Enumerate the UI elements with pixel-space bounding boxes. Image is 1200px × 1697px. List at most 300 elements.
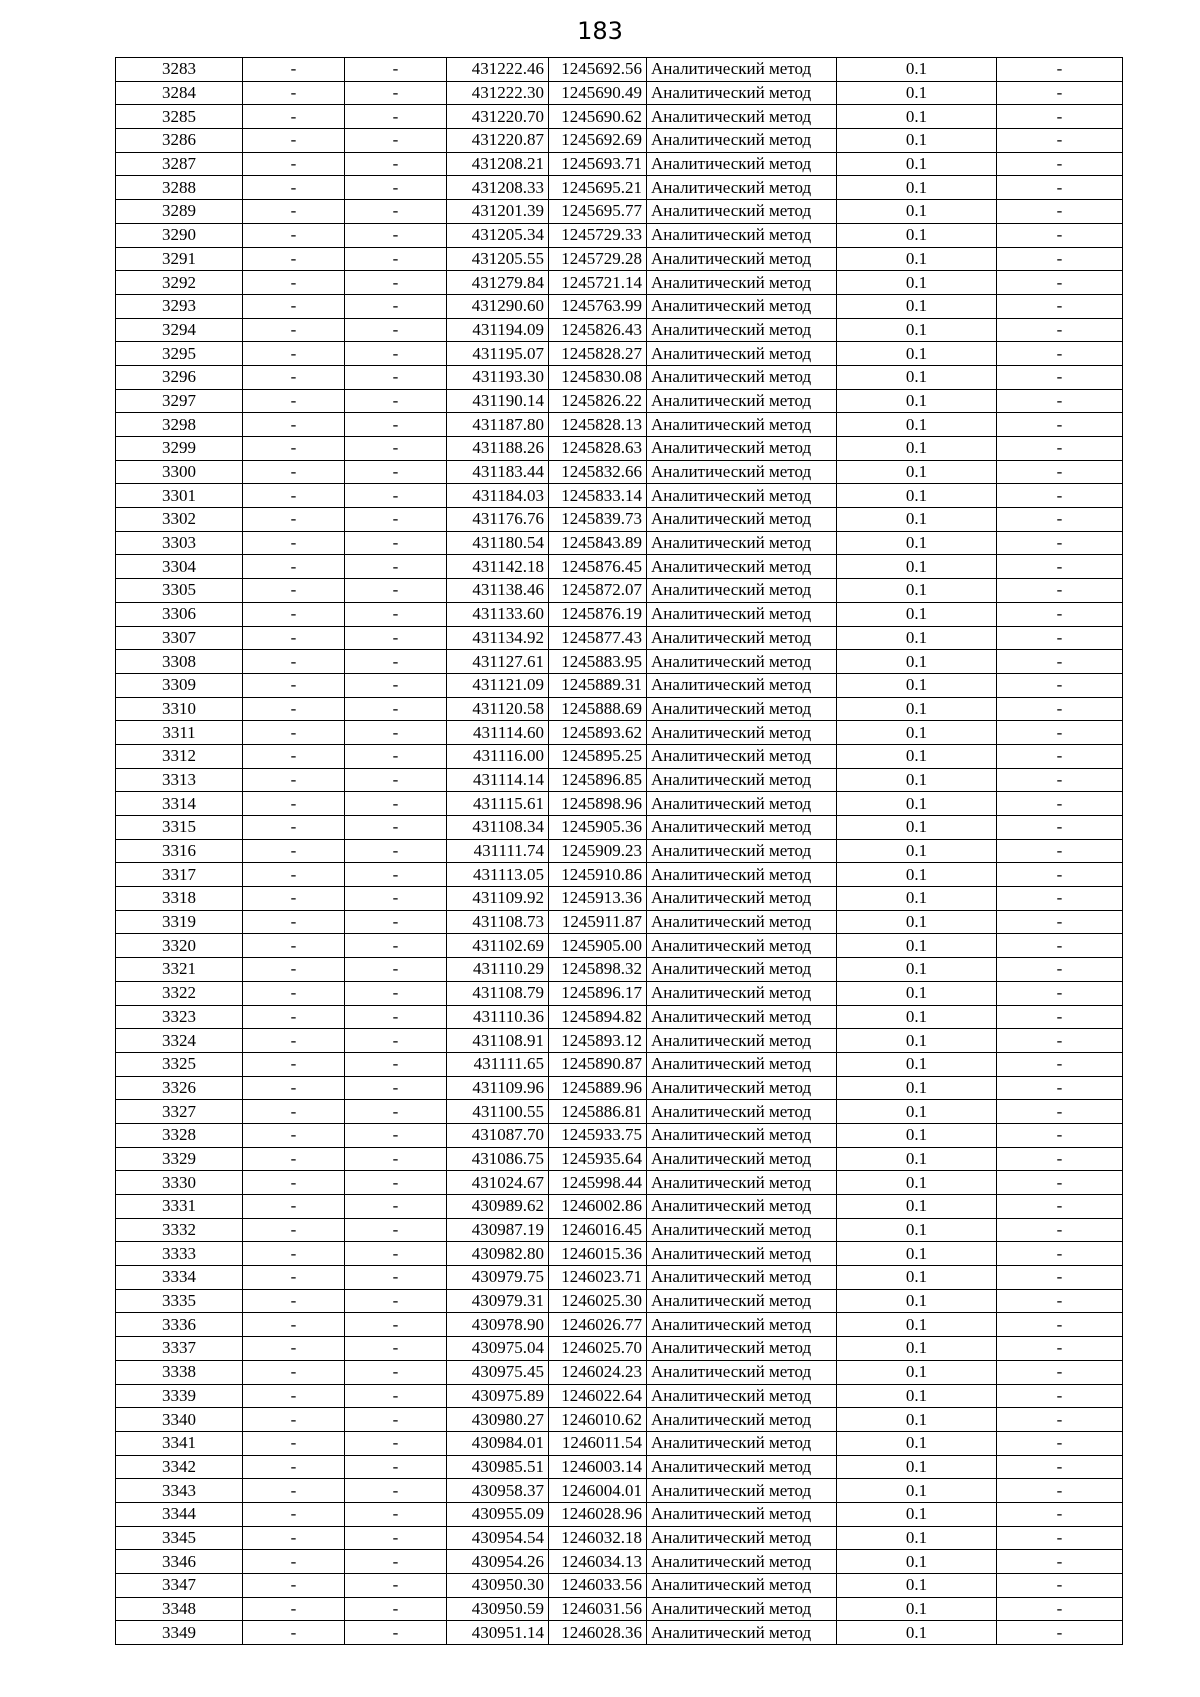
x-coordinate-cell: 431194.09 [447, 318, 549, 342]
note-cell: - [997, 1360, 1123, 1384]
empty-value-cell: - [345, 1218, 447, 1242]
method-cell: Аналитический метод [647, 1218, 837, 1242]
point-number-cell: 3318 [116, 887, 243, 911]
method-cell: Аналитический метод [647, 981, 837, 1005]
empty-value-cell: - [345, 1195, 447, 1219]
accuracy-cell: 0.1 [837, 650, 997, 674]
accuracy-cell: 0.1 [837, 1005, 997, 1029]
note-cell: - [997, 934, 1123, 958]
x-coordinate-cell: 430980.27 [447, 1408, 549, 1432]
note-cell: - [997, 176, 1123, 200]
accuracy-cell: 0.1 [837, 271, 997, 295]
empty-value-cell: - [243, 839, 345, 863]
table-row [116, 1431, 1123, 1455]
point-number-cell: 3315 [116, 816, 243, 840]
empty-value-cell: - [345, 1384, 447, 1408]
point-number-cell: 3313 [116, 768, 243, 792]
empty-value-cell: - [243, 602, 345, 626]
accuracy-cell: 0.1 [837, 1123, 997, 1147]
accuracy-cell: 0.1 [837, 1195, 997, 1219]
empty-value-cell: - [243, 650, 345, 674]
x-coordinate-cell: 431120.58 [447, 697, 549, 721]
empty-value-cell: - [345, 1123, 447, 1147]
y-coordinate-cell: 1245913.36 [549, 887, 647, 911]
accuracy-cell: 0.1 [837, 318, 997, 342]
accuracy-cell: 0.1 [837, 58, 997, 82]
accuracy-cell: 0.1 [837, 1455, 997, 1479]
point-number-cell: 3348 [116, 1597, 243, 1621]
accuracy-cell: 0.1 [837, 1621, 997, 1645]
method-cell: Аналитический метод [647, 342, 837, 366]
y-coordinate-cell: 1245910.86 [549, 863, 647, 887]
y-coordinate-cell: 1245872.07 [549, 579, 647, 603]
method-cell: Аналитический метод [647, 1195, 837, 1219]
empty-value-cell: - [243, 365, 345, 389]
method-cell: Аналитический метод [647, 247, 837, 271]
empty-value-cell: - [345, 1455, 447, 1479]
y-coordinate-cell: 1246026.77 [549, 1313, 647, 1337]
empty-value-cell: - [345, 342, 447, 366]
x-coordinate-cell: 431190.14 [447, 389, 549, 413]
x-coordinate-cell: 431111.74 [447, 839, 549, 863]
point-number-cell: 3322 [116, 981, 243, 1005]
note-cell: - [997, 697, 1123, 721]
empty-value-cell: - [243, 247, 345, 271]
x-coordinate-cell: 431195.07 [447, 342, 549, 366]
note-cell: - [997, 1289, 1123, 1313]
table-row [116, 1408, 1123, 1432]
note-cell: - [997, 1218, 1123, 1242]
x-coordinate-cell: 431114.60 [447, 721, 549, 745]
method-cell: Аналитический метод [647, 81, 837, 105]
point-number-cell: 3295 [116, 342, 243, 366]
method-cell: Аналитический метод [647, 816, 837, 840]
empty-value-cell: - [243, 863, 345, 887]
y-coordinate-cell: 1245763.99 [549, 294, 647, 318]
point-number-cell: 3296 [116, 365, 243, 389]
y-coordinate-cell: 1246003.14 [549, 1455, 647, 1479]
point-number-cell: 3327 [116, 1100, 243, 1124]
note-cell: - [997, 1479, 1123, 1503]
note-cell: - [997, 342, 1123, 366]
empty-value-cell: - [243, 1337, 345, 1361]
accuracy-cell: 0.1 [837, 1218, 997, 1242]
accuracy-cell: 0.1 [837, 294, 997, 318]
x-coordinate-cell: 431176.76 [447, 508, 549, 532]
note-cell: - [997, 626, 1123, 650]
empty-value-cell: - [243, 1147, 345, 1171]
point-number-cell: 3311 [116, 721, 243, 745]
empty-value-cell: - [345, 910, 447, 934]
accuracy-cell: 0.1 [837, 152, 997, 176]
table-row [116, 792, 1123, 816]
x-coordinate-cell: 431114.14 [447, 768, 549, 792]
x-coordinate-cell: 431134.92 [447, 626, 549, 650]
empty-value-cell: - [345, 650, 447, 674]
empty-value-cell: - [345, 1597, 447, 1621]
method-cell: Аналитический метод [647, 650, 837, 674]
table-row [116, 1100, 1123, 1124]
point-number-cell: 3307 [116, 626, 243, 650]
table-row [116, 58, 1123, 82]
note-cell: - [997, 200, 1123, 224]
y-coordinate-cell: 1246025.70 [549, 1337, 647, 1361]
method-cell: Аналитический метод [647, 792, 837, 816]
point-number-cell: 3316 [116, 839, 243, 863]
accuracy-cell: 0.1 [837, 1479, 997, 1503]
accuracy-cell: 0.1 [837, 1266, 997, 1290]
empty-value-cell: - [243, 579, 345, 603]
table-row [116, 1218, 1123, 1242]
empty-value-cell: - [243, 1384, 345, 1408]
empty-value-cell: - [345, 673, 447, 697]
table-row [116, 1289, 1123, 1313]
accuracy-cell: 0.1 [837, 176, 997, 200]
empty-value-cell: - [243, 1313, 345, 1337]
empty-value-cell: - [243, 105, 345, 129]
accuracy-cell: 0.1 [837, 1076, 997, 1100]
accuracy-cell: 0.1 [837, 910, 997, 934]
table-row [116, 318, 1123, 342]
method-cell: Аналитический метод [647, 437, 837, 461]
point-number-cell: 3325 [116, 1052, 243, 1076]
x-coordinate-cell: 430955.09 [447, 1502, 549, 1526]
x-coordinate-cell: 430954.26 [447, 1550, 549, 1574]
point-number-cell: 3329 [116, 1147, 243, 1171]
note-cell: - [997, 484, 1123, 508]
empty-value-cell: - [345, 697, 447, 721]
method-cell: Аналитический метод [647, 934, 837, 958]
y-coordinate-cell: 1246033.56 [549, 1574, 647, 1598]
empty-value-cell: - [243, 673, 345, 697]
point-number-cell: 3330 [116, 1171, 243, 1195]
method-cell: Аналитический метод [647, 673, 837, 697]
empty-value-cell: - [345, 958, 447, 982]
empty-value-cell: - [243, 1218, 345, 1242]
note-cell: - [997, 223, 1123, 247]
table-row [116, 602, 1123, 626]
point-number-cell: 3343 [116, 1479, 243, 1503]
y-coordinate-cell: 1245911.87 [549, 910, 647, 934]
table-row [116, 1502, 1123, 1526]
note-cell: - [997, 555, 1123, 579]
accuracy-cell: 0.1 [837, 105, 997, 129]
empty-value-cell: - [243, 934, 345, 958]
accuracy-cell: 0.1 [837, 958, 997, 982]
note-cell: - [997, 389, 1123, 413]
point-number-cell: 3301 [116, 484, 243, 508]
empty-value-cell: - [243, 697, 345, 721]
empty-value-cell: - [243, 413, 345, 437]
point-number-cell: 3320 [116, 934, 243, 958]
empty-value-cell: - [243, 271, 345, 295]
accuracy-cell: 0.1 [837, 1384, 997, 1408]
x-coordinate-cell: 431127.61 [447, 650, 549, 674]
y-coordinate-cell: 1245889.96 [549, 1076, 647, 1100]
x-coordinate-cell: 430984.01 [447, 1431, 549, 1455]
method-cell: Аналитический метод [647, 958, 837, 982]
method-cell: Аналитический метод [647, 1621, 837, 1645]
empty-value-cell: - [345, 294, 447, 318]
empty-value-cell: - [243, 484, 345, 508]
empty-value-cell: - [345, 1574, 447, 1598]
empty-value-cell: - [243, 816, 345, 840]
table-row [116, 839, 1123, 863]
note-cell: - [997, 1266, 1123, 1290]
empty-value-cell: - [345, 744, 447, 768]
table-row [116, 744, 1123, 768]
method-cell: Аналитический метод [647, 365, 837, 389]
y-coordinate-cell: 1245843.89 [549, 531, 647, 555]
note-cell: - [997, 1408, 1123, 1432]
y-coordinate-cell: 1245905.00 [549, 934, 647, 958]
accuracy-cell: 0.1 [837, 1289, 997, 1313]
table-body [116, 58, 1123, 1645]
empty-value-cell: - [243, 1574, 345, 1598]
note-cell: - [997, 1550, 1123, 1574]
x-coordinate-cell: 431100.55 [447, 1100, 549, 1124]
x-coordinate-cell: 431205.55 [447, 247, 549, 271]
page-number: 183 [577, 17, 623, 45]
method-cell: Аналитический метод [647, 1100, 837, 1124]
empty-value-cell: - [243, 958, 345, 982]
table-row [116, 673, 1123, 697]
table-row [116, 152, 1123, 176]
note-cell: - [997, 1147, 1123, 1171]
note-cell: - [997, 1313, 1123, 1337]
note-cell: - [997, 1029, 1123, 1053]
x-coordinate-cell: 431184.03 [447, 484, 549, 508]
x-coordinate-cell: 430958.37 [447, 1479, 549, 1503]
x-coordinate-cell: 431116.00 [447, 744, 549, 768]
y-coordinate-cell: 1245886.81 [549, 1100, 647, 1124]
table-row [116, 934, 1123, 958]
accuracy-cell: 0.1 [837, 1100, 997, 1124]
point-number-cell: 3305 [116, 579, 243, 603]
method-cell: Аналитический метод [647, 1289, 837, 1313]
method-cell: Аналитический метод [647, 413, 837, 437]
empty-value-cell: - [243, 1289, 345, 1313]
accuracy-cell: 0.1 [837, 389, 997, 413]
table-row [116, 176, 1123, 200]
accuracy-cell: 0.1 [837, 200, 997, 224]
method-cell: Аналитический метод [647, 626, 837, 650]
point-number-cell: 3304 [116, 555, 243, 579]
x-coordinate-cell: 431193.30 [447, 365, 549, 389]
empty-value-cell: - [345, 1431, 447, 1455]
point-number-cell: 3300 [116, 460, 243, 484]
method-cell: Аналитический метод [647, 1171, 837, 1195]
empty-value-cell: - [243, 531, 345, 555]
note-cell: - [997, 958, 1123, 982]
empty-value-cell: - [345, 1171, 447, 1195]
y-coordinate-cell: 1245905.36 [549, 816, 647, 840]
x-coordinate-cell: 431115.61 [447, 792, 549, 816]
x-coordinate-cell: 431086.75 [447, 1147, 549, 1171]
x-coordinate-cell: 430979.75 [447, 1266, 549, 1290]
method-cell: Аналитический метод [647, 1384, 837, 1408]
y-coordinate-cell: 1246025.30 [549, 1289, 647, 1313]
method-cell: Аналитический метод [647, 531, 837, 555]
empty-value-cell: - [243, 1171, 345, 1195]
point-number-cell: 3314 [116, 792, 243, 816]
empty-value-cell: - [243, 981, 345, 1005]
empty-value-cell: - [345, 863, 447, 887]
table-row [116, 129, 1123, 153]
note-cell: - [997, 365, 1123, 389]
point-number-cell: 3337 [116, 1337, 243, 1361]
accuracy-cell: 0.1 [837, 342, 997, 366]
table-row [116, 1384, 1123, 1408]
note-cell: - [997, 1242, 1123, 1266]
method-cell: Аналитический метод [647, 1337, 837, 1361]
x-coordinate-cell: 431187.80 [447, 413, 549, 437]
point-number-cell: 3302 [116, 508, 243, 532]
y-coordinate-cell: 1245690.62 [549, 105, 647, 129]
note-cell: - [997, 81, 1123, 105]
x-coordinate-cell: 431110.29 [447, 958, 549, 982]
empty-value-cell: - [243, 1029, 345, 1053]
method-cell: Аналитический метод [647, 1550, 837, 1574]
accuracy-cell: 0.1 [837, 1526, 997, 1550]
note-cell: - [997, 1384, 1123, 1408]
point-number-cell: 3342 [116, 1455, 243, 1479]
x-coordinate-cell: 430982.80 [447, 1242, 549, 1266]
method-cell: Аналитический метод [647, 768, 837, 792]
empty-value-cell: - [345, 839, 447, 863]
point-number-cell: 3289 [116, 200, 243, 224]
point-number-cell: 3323 [116, 1005, 243, 1029]
point-number-cell: 3285 [116, 105, 243, 129]
empty-value-cell: - [345, 176, 447, 200]
empty-value-cell: - [345, 200, 447, 224]
empty-value-cell: - [345, 508, 447, 532]
accuracy-cell: 0.1 [837, 768, 997, 792]
empty-value-cell: - [243, 294, 345, 318]
y-coordinate-cell: 1245896.85 [549, 768, 647, 792]
table-row [116, 1574, 1123, 1598]
empty-value-cell: - [243, 223, 345, 247]
empty-value-cell: - [243, 721, 345, 745]
table-row [116, 958, 1123, 982]
method-cell: Аналитический метод [647, 129, 837, 153]
y-coordinate-cell: 1245935.64 [549, 1147, 647, 1171]
note-cell: - [997, 1431, 1123, 1455]
note-cell: - [997, 437, 1123, 461]
point-number-cell: 3331 [116, 1195, 243, 1219]
y-coordinate-cell: 1245893.62 [549, 721, 647, 745]
table-row [116, 460, 1123, 484]
empty-value-cell: - [345, 1076, 447, 1100]
note-cell: - [997, 1005, 1123, 1029]
accuracy-cell: 0.1 [837, 839, 997, 863]
empty-value-cell: - [345, 602, 447, 626]
x-coordinate-cell: 430951.14 [447, 1621, 549, 1645]
x-coordinate-cell: 430987.19 [447, 1218, 549, 1242]
accuracy-cell: 0.1 [837, 744, 997, 768]
point-number-cell: 3332 [116, 1218, 243, 1242]
empty-value-cell: - [345, 1289, 447, 1313]
empty-value-cell: - [345, 579, 447, 603]
y-coordinate-cell: 1246023.71 [549, 1266, 647, 1290]
y-coordinate-cell: 1245898.32 [549, 958, 647, 982]
x-coordinate-cell: 431102.69 [447, 934, 549, 958]
method-cell: Аналитический метод [647, 58, 837, 82]
x-coordinate-cell: 431220.70 [447, 105, 549, 129]
table-row [116, 342, 1123, 366]
table-row [116, 768, 1123, 792]
method-cell: Аналитический метод [647, 744, 837, 768]
y-coordinate-cell: 1246028.36 [549, 1621, 647, 1645]
accuracy-cell: 0.1 [837, 555, 997, 579]
empty-value-cell: - [345, 626, 447, 650]
empty-value-cell: - [345, 1029, 447, 1053]
note-cell: - [997, 910, 1123, 934]
y-coordinate-cell: 1246016.45 [549, 1218, 647, 1242]
table-row [116, 650, 1123, 674]
accuracy-cell: 0.1 [837, 1408, 997, 1432]
empty-value-cell: - [243, 81, 345, 105]
empty-value-cell: - [243, 744, 345, 768]
accuracy-cell: 0.1 [837, 81, 997, 105]
accuracy-cell: 0.1 [837, 1574, 997, 1598]
point-number-cell: 3324 [116, 1029, 243, 1053]
y-coordinate-cell: 1245729.33 [549, 223, 647, 247]
y-coordinate-cell: 1245828.13 [549, 413, 647, 437]
accuracy-cell: 0.1 [837, 1147, 997, 1171]
y-coordinate-cell: 1246031.56 [549, 1597, 647, 1621]
y-coordinate-cell: 1246024.23 [549, 1360, 647, 1384]
x-coordinate-cell: 430954.54 [447, 1526, 549, 1550]
table-row [116, 365, 1123, 389]
method-cell: Аналитический метод [647, 294, 837, 318]
method-cell: Аналитический метод [647, 1479, 837, 1503]
x-coordinate-cell: 431108.34 [447, 816, 549, 840]
note-cell: - [997, 271, 1123, 295]
x-coordinate-cell: 431222.30 [447, 81, 549, 105]
note-cell: - [997, 863, 1123, 887]
accuracy-cell: 0.1 [837, 129, 997, 153]
empty-value-cell: - [243, 626, 345, 650]
table-row [116, 1526, 1123, 1550]
x-coordinate-cell: 431183.44 [447, 460, 549, 484]
table-row [116, 1266, 1123, 1290]
point-number-cell: 3338 [116, 1360, 243, 1384]
y-coordinate-cell: 1245894.82 [549, 1005, 647, 1029]
method-cell: Аналитический метод [647, 555, 837, 579]
x-coordinate-cell: 431205.34 [447, 223, 549, 247]
empty-value-cell: - [243, 1100, 345, 1124]
point-number-cell: 3306 [116, 602, 243, 626]
empty-value-cell: - [243, 1123, 345, 1147]
note-cell: - [997, 413, 1123, 437]
accuracy-cell: 0.1 [837, 531, 997, 555]
point-number-cell: 3298 [116, 413, 243, 437]
table-row [116, 1052, 1123, 1076]
note-cell: - [997, 981, 1123, 1005]
y-coordinate-cell: 1246032.18 [549, 1526, 647, 1550]
y-coordinate-cell: 1245898.96 [549, 792, 647, 816]
accuracy-cell: 0.1 [837, 792, 997, 816]
empty-value-cell: - [345, 389, 447, 413]
table-row [116, 105, 1123, 129]
empty-value-cell: - [243, 1455, 345, 1479]
table-row [116, 247, 1123, 271]
accuracy-cell: 0.1 [837, 1337, 997, 1361]
table-row [116, 863, 1123, 887]
y-coordinate-cell: 1245890.87 [549, 1052, 647, 1076]
empty-value-cell: - [345, 531, 447, 555]
